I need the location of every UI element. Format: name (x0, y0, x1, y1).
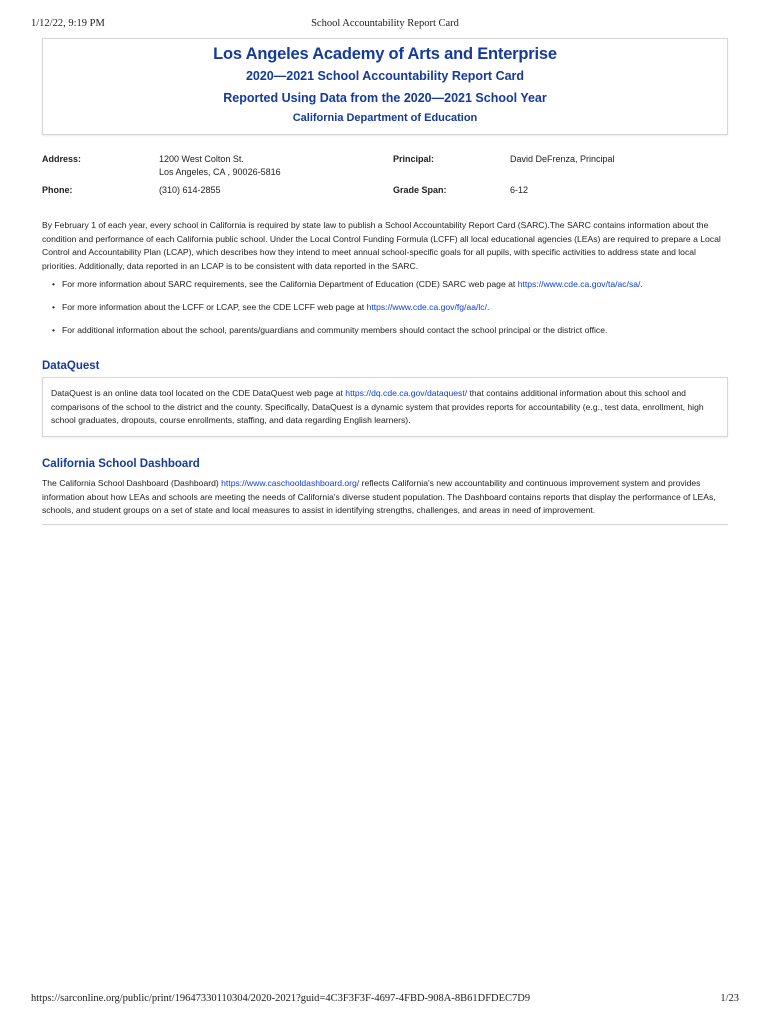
dataquest-text-after: that contains additional information about this school and comparisons of the school to the district and the county. Specifically, DataQuest is a dynamic system that provides reports for accountability (e.g., test data, enrollment, high school graduates, dropouts, course enrollments, staffing, and data regarding English learners). (51, 388, 704, 426)
dashboard-heading: California School Dashboard (42, 458, 200, 470)
address-line2: Los Angeles, CA , 90026-5816 (159, 167, 281, 177)
address-label: Address: (42, 154, 82, 164)
principal-label: Principal: (393, 154, 435, 164)
grade-span-label: Grade Span: (393, 185, 447, 195)
print-header (31, 18, 739, 32)
dataquest-box (42, 377, 728, 437)
school-name: Los Angeles Academy of Arts and Enterprise (213, 45, 557, 63)
print-date: 1/12/22, 9:19 PM (31, 18, 105, 29)
bullet-dot: • (52, 279, 56, 289)
phone-label: Phone: (42, 185, 73, 195)
report-title: 2020—2021 School Accountability Report Card (245, 69, 525, 83)
bullet-lcff-info (52, 301, 732, 313)
address-line1: 1200 West Colton St. (159, 154, 244, 164)
lcff-link[interactable]: https://www.cde.ca.gov/fg/aa/lc/ (366, 302, 487, 312)
bullet-suffix: . (486, 302, 490, 312)
dataquest-link[interactable]: https://dq.cde.ca.gov/dataquest/ (345, 388, 468, 398)
bullet-text: For additional information about the school, parents/guardians and community members should contact the school principal or the district office. (62, 325, 608, 335)
page-number: 1/23 (720, 993, 739, 1004)
phone-value: (310) 614-2855 (159, 185, 221, 195)
dataquest-text (51, 387, 721, 428)
dashboard-link[interactable]: https://www.caschooldashboard.org/ (221, 478, 360, 488)
dashboard-text-before: The California School Dashboard (Dashboard) (42, 478, 222, 488)
bullet-sarc-info (52, 278, 732, 290)
print-document-title: School Accountability Report Card (311, 18, 459, 29)
reported-using: Reported Using Data from the 2020—2021 School Year (223, 91, 547, 105)
bullet-text: For more information about the LCFF or LCAP, see the CDE LCFF web page at (62, 302, 367, 312)
print-url: https://sarconline.org/public/print/19647330110304/2020-2021?guid=4C3F3F3F-4697-4FBD-908A-8B61DFDEC7D9 (31, 993, 531, 1004)
bullet-dot: • (52, 302, 56, 312)
department-name: California Department of Education (292, 112, 478, 124)
dashboard-text (42, 477, 732, 518)
sarc-link[interactable]: https://www.cde.ca.gov/ta/ac/sa/ (517, 279, 641, 289)
bullet-contact-info (52, 324, 732, 336)
intro-paragraph: By February 1 of each year, every school in California is required by state law to publish a School Accountability Report Card (SARC).The SARC contains information about the condition and performance of each California public school. Under the Local Control Funding Formula (LCFF) all local educational agencies (LEAs) are required to prepare a Local Control and Accountability Plan (LCAP), which describes how they intend to meet annual school-specific goals for all pupils, with specific activities to address state and local priorities. Additionally, data reported in an LCAP is to be consistent with data reported in the SARC. (42, 220, 721, 271)
section-divider (42, 524, 728, 525)
bullet-suffix: . (640, 279, 643, 289)
dashboard-text-after: reflects California's new accountability and continuous improvement system and provides information about how LEAs and schools are meeting the needs of California's diverse student population. The Dashboard contains reports that display the performance of LEAs, schools, and student groups on a set of state and local measures to assist in identifying strengths, challenges, and areas in need of improvement. (42, 478, 716, 516)
grade-span-value: 6-12 (510, 185, 529, 195)
dataquest-text-before: DataQuest is an online data tool located on the CDE DataQuest web page at (51, 388, 346, 398)
dataquest-heading: DataQuest (42, 360, 100, 372)
print-footer (31, 993, 739, 1007)
title-block (42, 38, 728, 135)
bullet-text: For more information about SARC requirements, see the California Department of Education (CDE) SARC web page at (62, 279, 518, 289)
principal-value: David DeFrenza, Principal (510, 154, 615, 164)
bullet-dot: • (52, 325, 56, 335)
